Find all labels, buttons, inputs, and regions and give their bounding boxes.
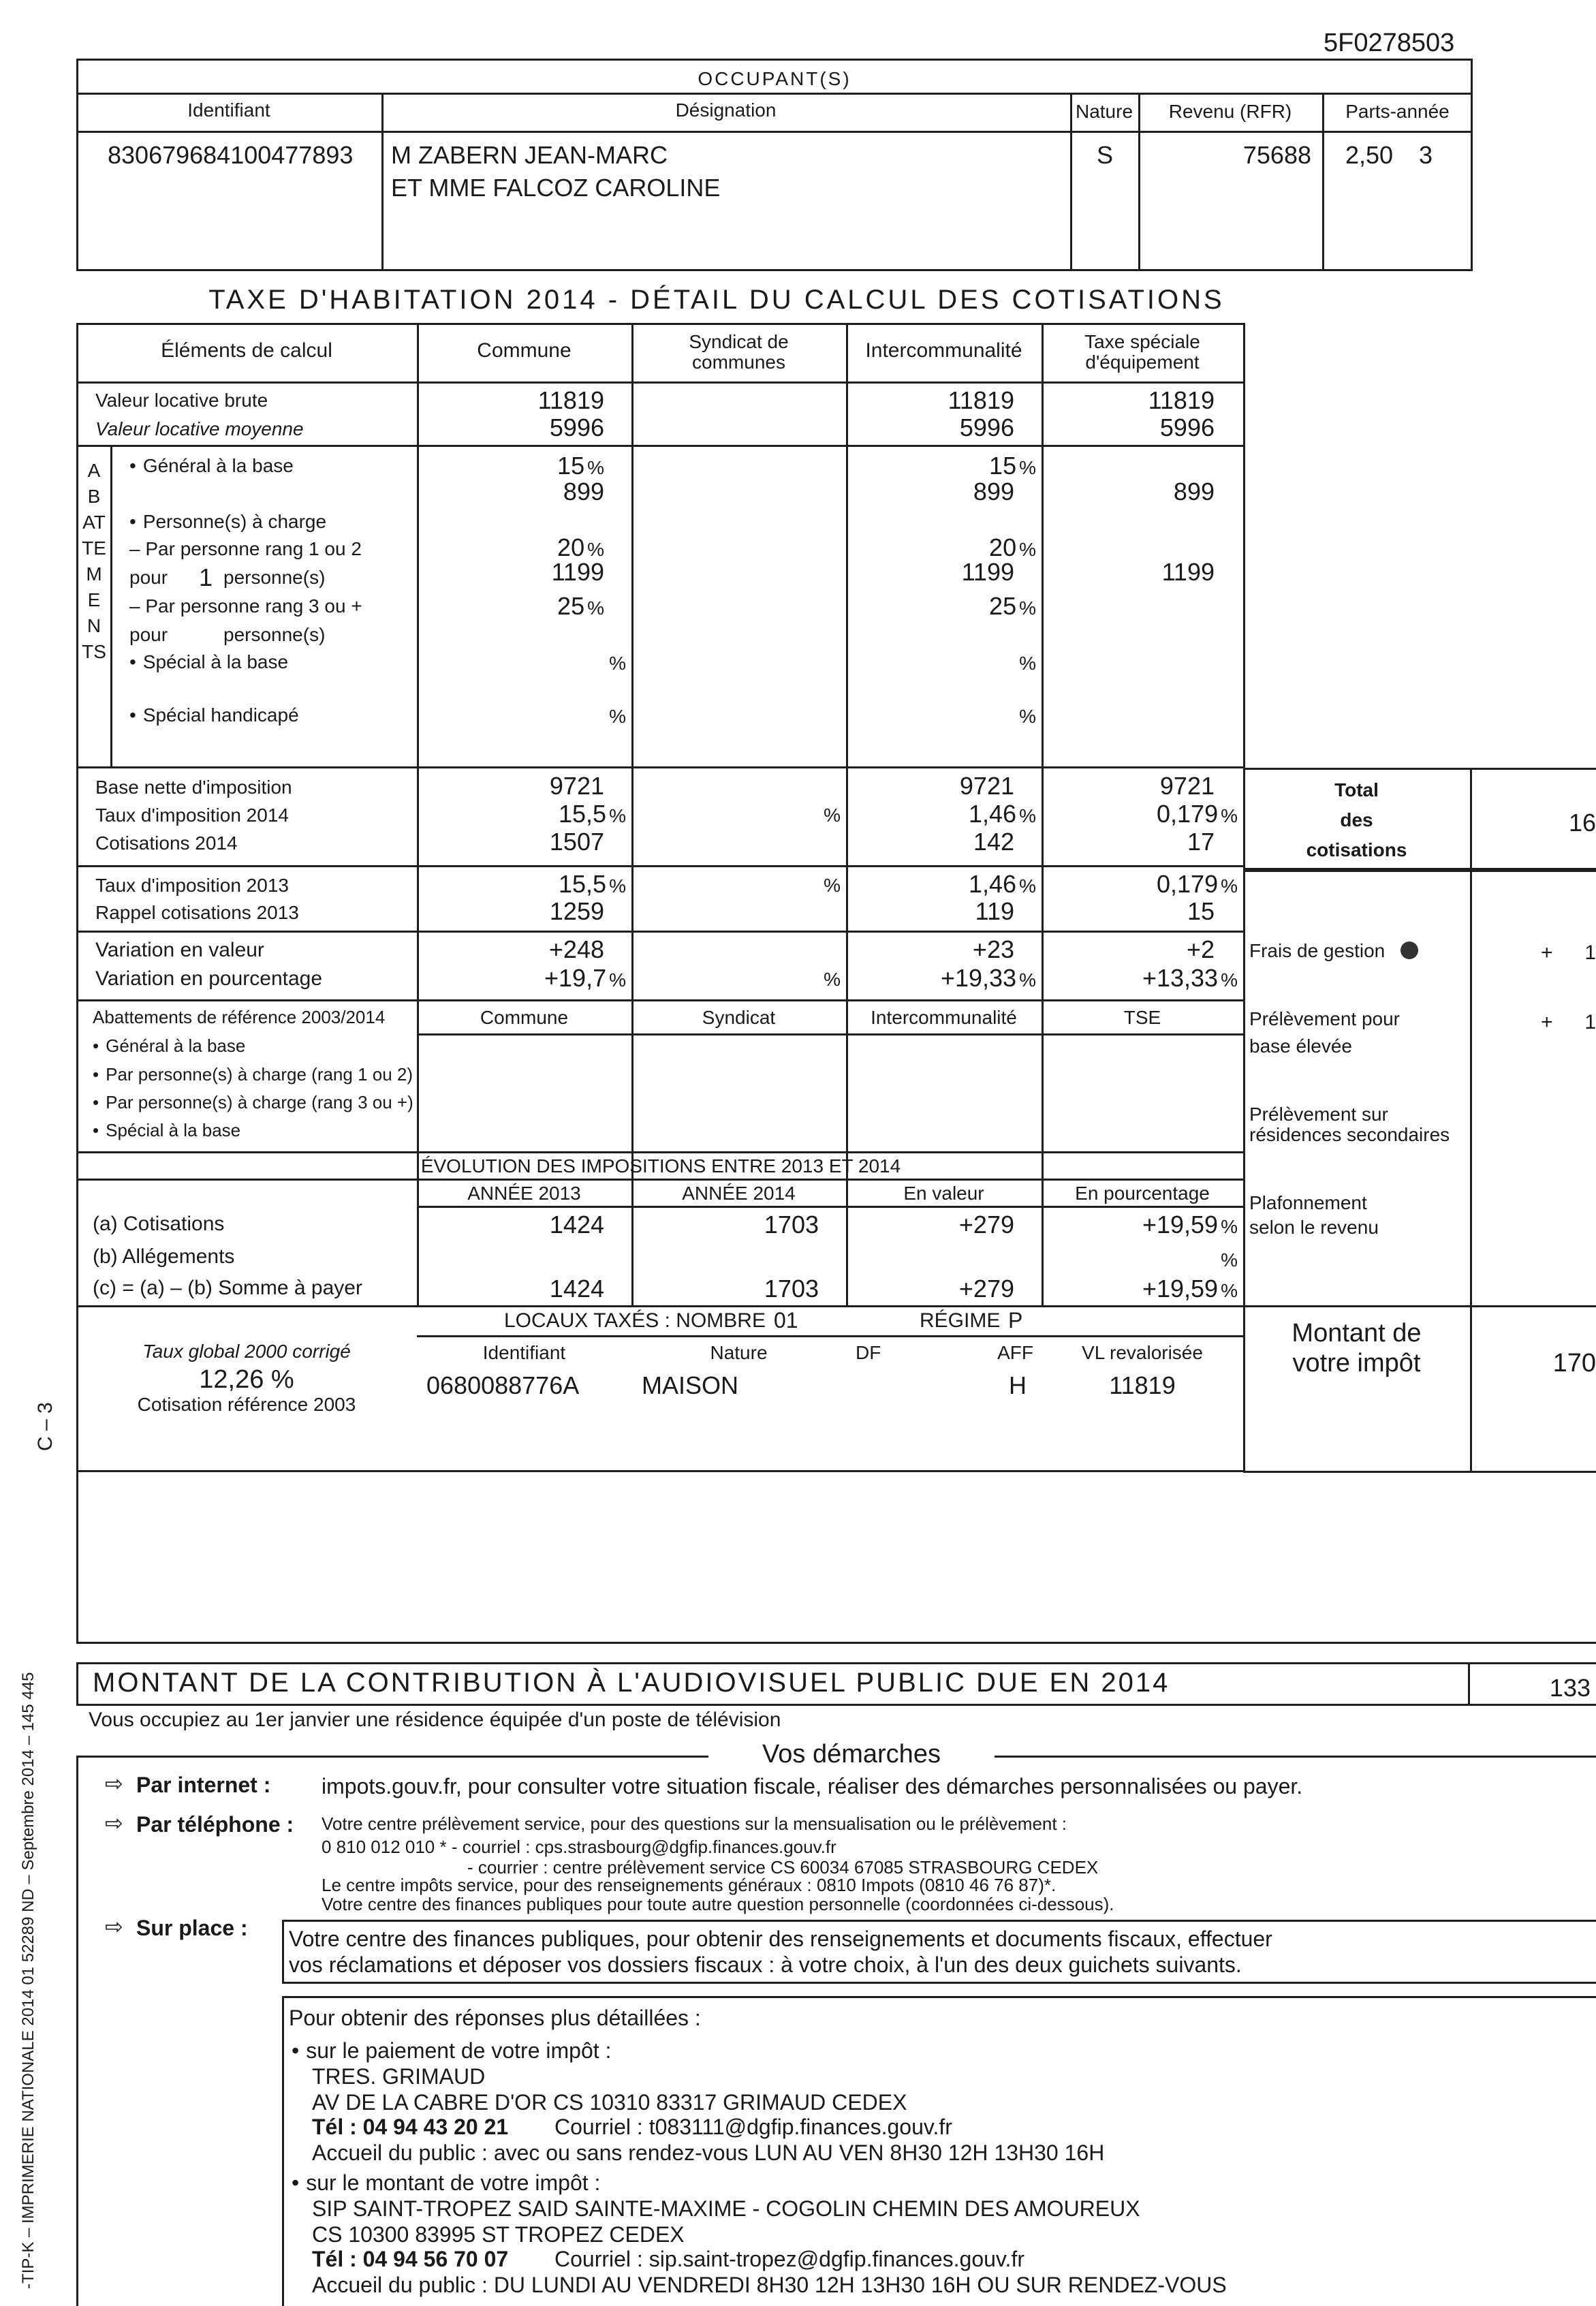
abatt-commune-handicape-pct: % [609,706,626,727]
frais-value: 1 [1584,941,1596,964]
variation-pct-tse: +13,33 % [1142,964,1238,992]
valeur-moyenne-commune: 5996 [549,414,604,441]
variation-valeur-tse: +2 [1186,935,1215,963]
abatt-interco-handicape-pct: % [1019,706,1036,727]
abatt-rang12-label: – Par personne rang 1 ou 2 [129,538,362,559]
paiement-tel: Tél : 04 94 43 20 21 [312,2115,509,2139]
local-id: 0680088776A [426,1371,580,1399]
abatt-pour2-label: pour [129,624,168,645]
occupants-title: OCCUPANT(S) [698,68,851,89]
telephone-line: - courrier : centre prélèvement service CS 60034 67085 STRASBOURG CEDEX [467,1857,1099,1877]
abatt-tse-r12-val: 1199 [1161,558,1215,586]
rappel-2013-label: Rappel cotisations 2013 [95,902,299,923]
telephone-line: Le centre impôts service, pour des renseignements généraux : 0810 Impots (0810 46 76 87)*. [322,1875,1057,1895]
paiement-title: • sur le paiement de votre impôt : [292,2040,611,2061]
cotisations-2014-label: Cotisations 2014 [95,832,238,854]
ref-header-syndicat: Syndicat [702,1007,776,1028]
ref-title: Abattements de référence 2003/2014 [93,1007,386,1027]
locaux-header-nature: Nature [710,1342,768,1363]
evolution-header-2014: ANNÉE 2014 [682,1183,796,1204]
locaux-header-df: DF [856,1342,881,1363]
cotis-2014-interco: 142 [973,828,1014,856]
contact-intro: Pour obtenir des réponses plus détaillées : [289,2006,701,2030]
locaux-title: LOCAUX TAXÉS : NOMBRE [504,1309,766,1332]
paiement-line: AV DE LA CABRE D'OR CS 10310 83317 GRIMAUD CEDEX [312,2090,907,2115]
arrow-right-icon: ⇨ [105,1811,123,1835]
montant-label-1: Montant de [1292,1319,1422,1347]
header-syndicat-1: Syndicat de [689,331,789,352]
total-label-2: des [1340,809,1373,830]
evolution-c-valeur: +279 [958,1275,1014,1303]
document-reference: 5F0278503 [1324,29,1455,57]
residences-label-2: résidences secondaires [1249,1124,1450,1145]
abatt-interco-gen-val: 899 [973,478,1014,505]
evolution-header-2013: ANNÉE 2013 [467,1183,581,1204]
header-tse-2: d'équipement [1085,352,1200,373]
prelev-label-1: Prélèvement pour [1249,1008,1401,1029]
telephone-label: Par téléphone : [136,1812,294,1837]
telephone-line: Votre centre des finances publiques pour toute autre question personnelle (coordonnées ci-dessous). [322,1894,1114,1914]
evolution-b-pct: % [1221,1249,1238,1271]
occupants-header-revenu: Revenu (RFR) [1168,101,1292,122]
abatt-commune-r12-val: 1199 [551,558,604,586]
header-commune: Commune [477,339,572,362]
locaux-regime: P [1008,1308,1023,1333]
base-interco: 9721 [959,772,1014,800]
taux-global-value: 12,26 % [199,1365,294,1394]
abatt-commune-gen-pct: 15 % [557,452,604,480]
ref-header-interco: Intercommunalité [871,1007,1017,1028]
abatt-commune-r12-pct: 20 % [557,533,604,561]
evolution-c-2013: 1424 [549,1275,604,1303]
abatt-general-label: • Général à la base [129,456,294,476]
total-value: 16 [1568,809,1596,837]
taux-2014-commune: 15,5 % [559,800,626,828]
rappel-2013-interco: 119 [975,897,1014,925]
header-syndicat-2: communes [692,352,785,373]
ref-item: • Général à la base [93,1037,245,1055]
taux-2013-interco: 1,46 % [969,870,1036,898]
variation-pct-syndicat: % [824,969,841,990]
plafonnement-label-2: selon le revenu [1249,1217,1379,1238]
montant-impot-line: CS 10300 83995 ST TROPEZ CEDEX [312,2222,685,2247]
total-label-3: cotisations [1306,839,1407,860]
montant-impot-title: • sur le montant de votre impôt : [292,2172,600,2194]
montant-impot-tel: Tél : 04 94 56 70 07 [312,2247,509,2271]
valeur-brute-label: Valeur locative brute [95,390,268,411]
rappel-2013-tse: 15 [1187,897,1215,925]
abatt-pour1-label: pour [129,567,168,588]
evolution-c-2014: 1703 [764,1275,819,1303]
sur-place-line: vos réclamations et déposer vos dossiers fiscaux : à votre choix, à l'un des deux guichets suivants. [289,1952,1242,1977]
demarches-title: Vos démarches [708,1741,995,1767]
audiovisuel-title: MONTANT DE LA CONTRIBUTION À L'AUDIOVISUEL PUBLIC DUE EN 2014 [93,1668,1170,1698]
abatt-pour2-suffix: personne(s) [223,624,326,645]
montant-impot-line: SIP SAINT-TROPEZ SAID SAINTE-MAXIME - COGOLIN CHEMIN DES AMOUREUX [312,2196,1140,2221]
taux-global-label: Taux global 2000 corrigé [142,1341,351,1362]
locaux-nombre: 01 [774,1308,798,1333]
internet-label: Par internet : [136,1773,271,1797]
taux-2013-label: Taux d'imposition 2013 [95,875,289,896]
prelev-label-2: base élevée [1249,1035,1353,1057]
montant-label-2: votre impôt [1292,1349,1421,1377]
sur-place-line: Votre centre des finances publiques, pour obtenir des renseignements et documents fiscaux, effectuer [289,1927,1272,1951]
abatt-interco-r12-pct: 20 % [989,533,1036,561]
taux-2013-commune: 15,5 % [559,870,626,898]
page-title: TAXE D'HABITATION 2014 - DÉTAIL DU CALCUL DES COTISATIONS [208,285,1225,315]
abatt-rang3-label: – Par personne rang 3 ou + [129,595,362,617]
evolution-b-label: (b) Allégements [93,1245,235,1268]
taux-2014-interco: 1,46 % [969,800,1036,828]
locaux-header-vl: VL revalorisée [1082,1342,1203,1363]
variation-valeur-commune: +248 [548,935,604,963]
base-nette-label: Base nette d'imposition [95,777,292,798]
margin-imprint: -TIP-K – IMPRIMERIE NATIONALE 2014 01 52289 ND – Septembre 2014 – 145 445 [19,1672,37,2289]
occupant-id: 830679684100477893 [108,141,354,169]
valeur-moyenne-interco: 5996 [959,414,1014,441]
base-tse: 9721 [1159,772,1215,800]
evolution-a-2014: 1703 [764,1211,819,1238]
local-aff: H [1009,1371,1027,1399]
abatt-pers-charge-label: • Personne(s) à charge [129,512,326,531]
abatt-interco-special-pct: % [1019,653,1036,674]
locaux-header-aff: AFF [997,1342,1033,1363]
variation-pct-interco: +19,33 % [940,964,1036,992]
taux-2014-label: Taux d'imposition 2014 [95,805,289,826]
arrow-right-icon: ⇨ [105,1914,123,1939]
variation-valeur-interco: +23 [972,935,1014,963]
locaux-header-id: Identifiant [482,1342,566,1363]
info-icon [1401,941,1418,959]
evolution-header-valeur: En valeur [903,1183,984,1204]
taux-2014-tse: 0,179 % [1157,800,1238,828]
abatt-pour1-suffix: personne(s) [223,567,326,588]
total-label-1: Total [1334,779,1379,800]
base-commune: 9721 [549,772,604,800]
prelev-value: 1 [1584,1011,1596,1033]
evolution-c-pct: +19,59 % [1142,1275,1238,1303]
variation-valeur-label: Variation en valeur [95,939,264,961]
abatt-interco-r12-val: 1199 [961,558,1014,586]
abatt-tse-gen-val: 899 [1173,478,1215,505]
telephone-line: 0 810 012 010 * - courriel : cps.strasbourg@dgfip.finances.gouv.fr [322,1837,836,1857]
ref-header-tse: TSE [1123,1007,1161,1028]
ref-item: • Par personne(s) à charge (rang 1 ou 2) [93,1065,413,1083]
occupants-header-parts: Parts-année [1345,101,1450,122]
abatt-commune-special-pct: % [609,653,626,674]
audiovisuel-subtitle: Vous occupiez au 1er janvier une résidence équipée d'un poste de télévision [89,1709,781,1731]
locaux-regime-label: RÉGIME [920,1309,1001,1332]
ref-header-commune: Commune [480,1007,569,1028]
taux-2013-tse: 0,179 % [1157,870,1238,898]
evolution-a-2013: 1424 [549,1211,604,1238]
residences-label-1: Prélèvement sur [1249,1104,1388,1125]
evolution-c-label: (c) = (a) – (b) Somme à payer [93,1277,362,1299]
variation-pct-commune: +19,7 % [544,964,626,992]
taux-2013-syndicat: % [824,875,841,896]
valeur-brute-commune: 11819 [537,386,604,414]
telephone-line: Votre centre prélèvement service, pour des questions sur la mensualisation ou le prélèvement : [322,1813,1067,1834]
abatt-special-label: • Spécial à la base [129,653,288,672]
variation-pct-label: Variation en pourcentage [95,967,323,990]
header-interco: Intercommunalité [865,339,1022,362]
cotis-2014-commune: 1507 [549,828,604,856]
evolution-title: ÉVOLUTION DES IMPOSITIONS ENTRE 2013 ET 2014 [420,1155,901,1177]
evolution-header-pct: En pourcentage [1075,1183,1210,1204]
frais-sign: + [1541,941,1553,964]
local-nature: MAISON [642,1371,739,1399]
montant-impot-accueil: Accueil du public : DU LUNDI AU VENDREDI 8H30 12H 13H30 16H OU SUR RENDEZ-VOUS [312,2273,1227,2297]
abatt-commune-gen-val: 899 [563,478,604,505]
valeur-moyenne-label: Valeur locative moyenne [95,418,304,439]
montant-impot-mail: Courriel : sip.saint-tropez@dgfip.finances.gouv.fr [554,2247,1024,2271]
valeur-brute-tse: 11819 [1148,386,1215,414]
ref-item: • Spécial à la base [93,1121,240,1139]
occupant-name-1: M ZABERN JEAN-MARC [391,141,668,169]
paiement-mail: Courriel : t083111@dgfip.finances.gouv.fr [554,2115,952,2139]
header-tse-1: Taxe spéciale [1084,331,1200,352]
cotis-ref-label: Cotisation référence 2003 [137,1394,356,1415]
arrow-right-icon: ⇨ [105,1771,123,1796]
rappel-2013-commune: 1259 [549,897,604,925]
valeur-moyenne-tse: 5996 [1159,414,1215,441]
cotis-2014-tse: 17 [1187,828,1215,856]
abatt-interco-gen-pct: 15 % [989,452,1036,480]
abattements-vertical-label: ABATTEMENTS [82,460,106,662]
evolution-a-pct: +19,59 % [1142,1211,1238,1238]
sur-place-label: Sur place : [136,1916,248,1940]
valeur-brute-interco: 11819 [948,386,1014,414]
header-elements: Éléments de calcul [161,339,332,362]
evolution-a-valeur: +279 [958,1211,1014,1238]
audiovisuel-amount: 133 [1549,1674,1591,1702]
frais-label: Frais de gestion [1249,940,1386,961]
abatt-pour1-count: 1 [199,563,213,591]
internet-text: impots.gouv.fr, pour consulter votre situation fiscale, réaliser des démarches personnalisées ou payer. [322,1774,1303,1798]
abatt-handicape-label: • Spécial handicapé [129,706,299,725]
occupant-nature: S [1097,141,1114,169]
occupants-header-designation: Désignation [675,99,777,121]
evolution-a-label: (a) Cotisations [93,1213,225,1235]
occupant-annee: 3 [1419,141,1433,169]
margin-code: C – 3 [34,1402,57,1451]
occupant-parts: 2,50 [1345,141,1394,169]
ref-item: • Par personne(s) à charge (rang 3 ou +) [93,1093,413,1111]
paiement-line: TRES. GRIMAUD [312,2064,486,2089]
plafonnement-label-1: Plafonnement [1249,1192,1367,1213]
abatt-commune-r3-pct: 25 % [557,592,604,620]
local-vl: 11819 [1109,1371,1176,1399]
abatt-interco-r3-pct: 25 % [989,592,1036,620]
montant-value: 170 [1552,1349,1596,1377]
prelev-sign: + [1541,1011,1553,1033]
occupant-revenu: 75688 [1242,141,1311,169]
occupants-header-id: Identifiant [187,99,270,121]
occupants-header-nature: Nature [1075,101,1133,122]
taux-2014-syndicat: % [824,805,841,826]
paiement-accueil: Accueil du public : avec ou sans rendez-vous LUN AU VEN 8H30 12H 13H30 16H [312,2140,1105,2165]
occupant-name-2: ET MME FALCOZ CAROLINE [391,174,721,202]
